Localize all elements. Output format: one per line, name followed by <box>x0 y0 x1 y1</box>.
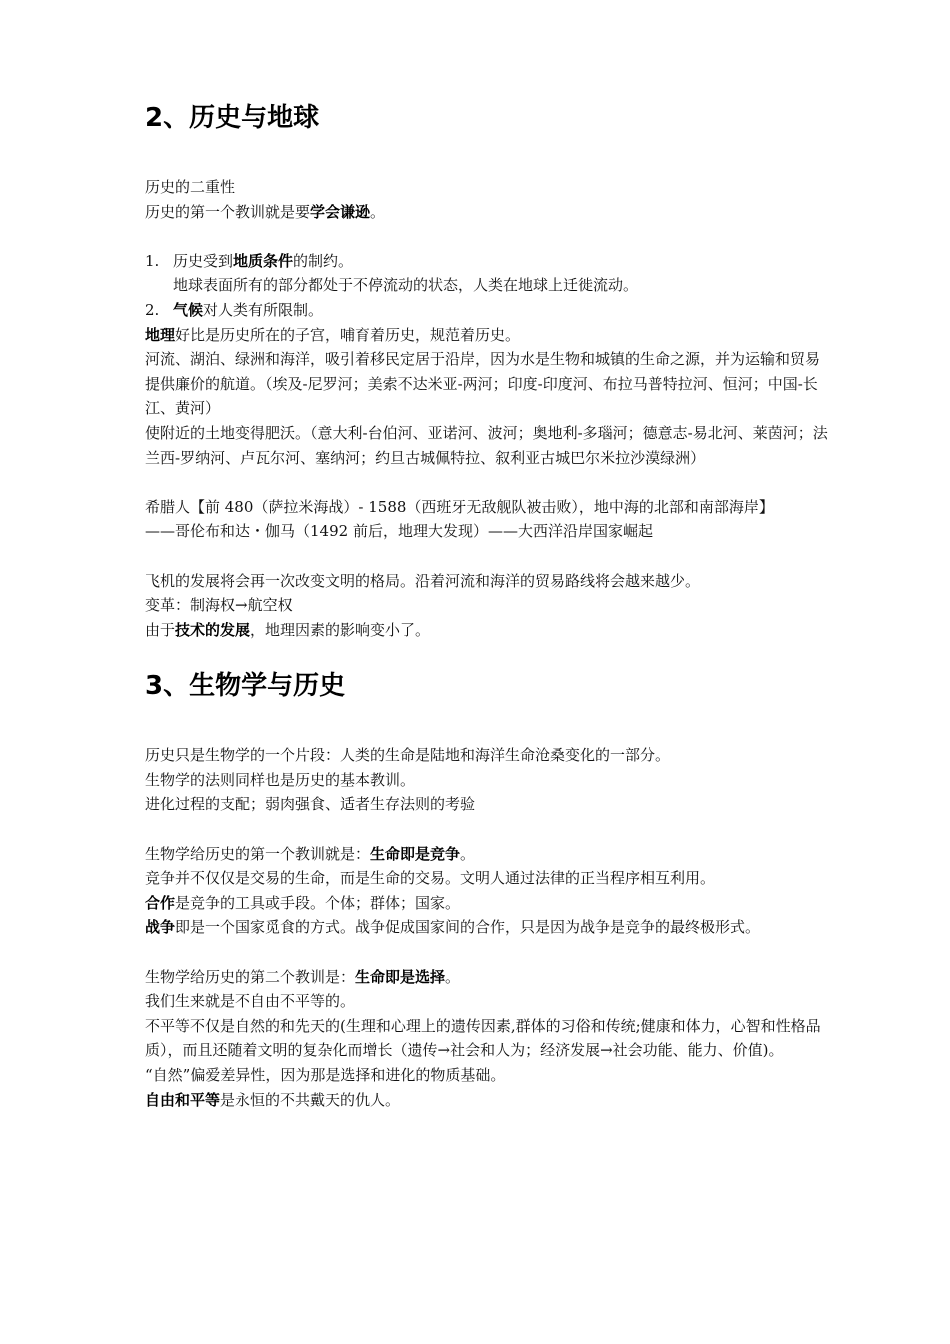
bold-text: 学会谦逊 <box>310 202 371 221</box>
bold-text: 气候 <box>173 300 204 319</box>
section-3-heading: 3、生物学与历史 <box>145 671 346 702</box>
paragraph-geography <box>145 323 830 348</box>
text: 由于 <box>145 620 176 639</box>
text: 历史受到 <box>173 251 234 270</box>
paragraph-unequal: 我们生来就是不自由不平等的。 <box>145 992 356 1011</box>
paragraph-laws: 生物学的法则同样也是历史的基本教训。 <box>145 770 416 789</box>
text: 的制约。 <box>293 251 354 270</box>
text: 生物学给历史的第一个教训就是： <box>145 844 371 863</box>
paragraph-aircraft: 飞机的发展将会再一次改变文明的格局。沿着河流和海洋的贸易路线将会越来越少。 <box>145 571 701 590</box>
paragraph-freedom <box>145 1088 830 1113</box>
paragraph-tech <box>145 618 830 643</box>
paragraph-cooperation <box>145 891 830 916</box>
paragraph-lesson-1 <box>145 842 830 867</box>
bold-text: 生命即是选择 <box>355 967 446 986</box>
bold-text: 合作 <box>145 893 176 912</box>
paragraph-duality: 历史的二重性 <box>145 178 236 196</box>
bold-text: 自由和平等 <box>145 1090 221 1109</box>
text: ，地理因素的影响变小了。 <box>250 620 431 639</box>
section-2-heading: 2、历史与地球 <box>145 103 320 133</box>
text: 。 <box>370 202 386 221</box>
paragraph-fertile: 使附近的土地变得肥沃。（意大利-台伯河、亚诺河、波河；奥地利-多瑙河；德意志-易北河、莱茵河；法兰西-罗纳河、卢瓦尔河、塞纳河；约旦古城佩特拉、叙利亚古城巴尔米拉沙漠绿洲） <box>145 423 828 467</box>
text: 历史的第一个教训就是要 <box>145 202 311 221</box>
text: 生物学给历史的第二个教训是： <box>145 967 356 986</box>
text: 好比是历史所在的子宫，哺育着历史，规范着历史。 <box>175 325 521 344</box>
paragraph-change: 变革：制海权→航空权 <box>145 596 293 615</box>
list-item-1-detail: 地球表面所有的部分都处于不停流动的状态，人类在地球上迁徙流动。 <box>173 276 639 295</box>
paragraph-inequality: 不平等不仅是自然的和先天的(生理和心理上的遗传因素,群体的习俗和传统;健康和体力，心智和性格品质），而且还随着文明的复杂化而增长（遗传→社会和人为；经济发展→社会功能、能力、价值)。 <box>145 1016 821 1060</box>
list-item-2 <box>145 298 830 323</box>
text: 是竞争的工具或手段。个体；群体；国家。 <box>175 893 461 912</box>
bold-text: 技术的发展 <box>175 620 251 639</box>
paragraph-lesson-2 <box>145 965 830 990</box>
text: 对人类有所限制。 <box>203 300 324 319</box>
bold-text: 战争 <box>145 918 176 937</box>
bold-text: 地理 <box>145 325 176 344</box>
text: 即是一个国家觅食的方式。战争促成国家间的合作，只是因为战争是竞争的最终极形式。 <box>175 918 761 937</box>
list-number: 2. <box>145 300 160 319</box>
paragraph-greeks: 希腊人【前 480（萨拉米海战）- 1588（西班牙无敌舰队被击败），地中海的北部和南部海岸】 <box>145 497 774 516</box>
list-text <box>173 249 353 274</box>
paragraph-columbus: ——哥伦布和达・伽马（1492 前后，地理大发现）——大西洋沿岸国家崛起 <box>145 522 653 541</box>
bold-text: 地质条件 <box>233 251 294 270</box>
text: 。 <box>460 844 476 863</box>
text: 是永恒的不共戴天的仇人。 <box>220 1090 401 1109</box>
list-number: 1. <box>145 251 160 270</box>
paragraph-rivers: 河流、湖泊、绿洲和海洋，吸引着移民定居于沿岸，因为水是生物和城镇的生命之源，并为运输和贸易提供廉价的航道。（埃及-尼罗河；美索不达米亚-两河；印度-印度河、布拉马普特拉河、恒河；中国-长江、黄河） <box>145 350 821 418</box>
list-item-1 <box>145 249 830 274</box>
paragraph-first-lesson <box>145 200 830 225</box>
paragraph-fragment: 历史只是生物学的一个片段：人类的生命是陆地和海洋生命沧桑变化的一部分。 <box>145 746 671 765</box>
paragraph-nature: “自然”偏爱差异性，因为那是选择和进化的物质基础。 <box>145 1066 506 1084</box>
paragraph-war <box>145 915 830 940</box>
bold-text: 生命即是竞争 <box>370 844 461 863</box>
paragraph-competition: 竞争并不仅仅是交易的生命，而是生命的交易。文明人通过法律的正当程序相互利用。 <box>145 869 716 888</box>
paragraph-evolution: 进化过程的支配；弱肉强食、适者生存法则的考验 <box>145 795 476 814</box>
list-text <box>173 298 323 323</box>
text: 。 <box>445 967 461 986</box>
